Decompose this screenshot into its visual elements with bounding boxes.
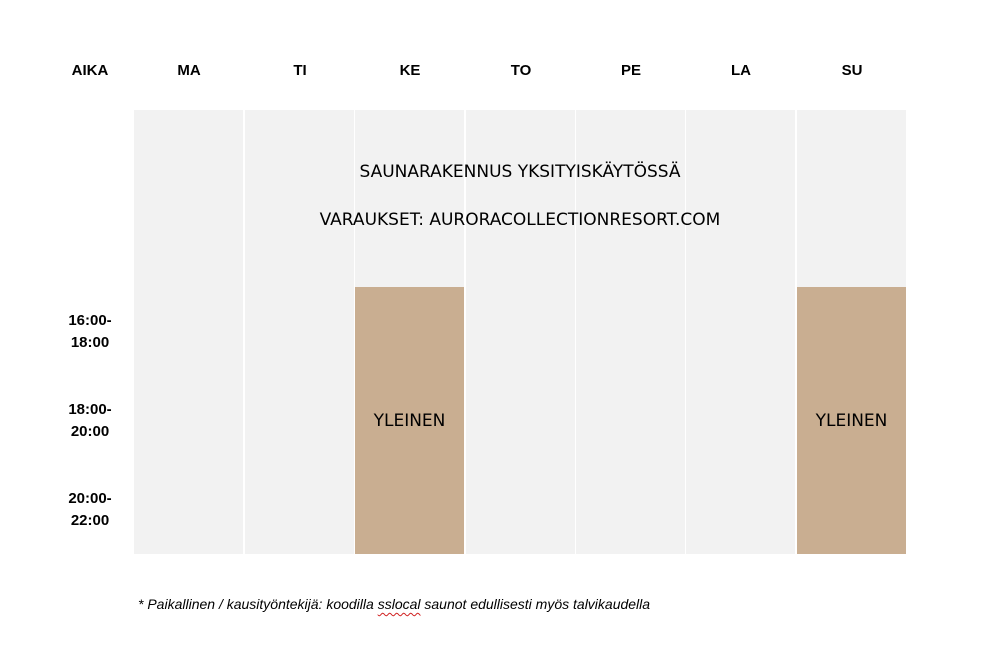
day-header-ke: KE	[399, 62, 421, 79]
notice-reservations: VARAUKSET: AURORACOLLECTIONRESORT.COM	[319, 210, 721, 230]
time-slot-3	[40, 488, 140, 532]
footnote	[138, 596, 650, 612]
day-header-la: LA	[731, 62, 751, 79]
time-slot-1	[40, 310, 140, 354]
booking-label: YLEINEN	[373, 411, 446, 431]
day-header-to: TO	[510, 62, 532, 79]
notice-private-use: SAUNARAKENNUS YKSITYISKÄYTÖSSÄ	[359, 162, 681, 182]
booking-ke	[355, 287, 464, 554]
booking-su	[797, 287, 906, 554]
time-slot-start: 16:00-	[68, 312, 112, 329]
day-header-ma: MA	[177, 62, 201, 79]
footnote-text-after: saunot edullisesti myös talvikaudella	[420, 596, 651, 612]
booking-label: YLEINEN	[815, 411, 888, 431]
time-slot-2	[40, 399, 140, 443]
discount-code: sslocal	[377, 596, 421, 612]
time-slot-start: 20:00-	[68, 490, 112, 507]
footnote-text-before: * Paikallinen / kausityöntekijä: koodilla	[138, 596, 378, 612]
time-slot-end: 18:00	[70, 334, 110, 351]
time-slot-end: 20:00	[70, 423, 110, 440]
header-time-label: AIKA	[71, 62, 109, 79]
day-header-pe: PE	[620, 62, 641, 79]
day-header-su: SU	[841, 62, 863, 79]
schedule-grid	[134, 110, 906, 554]
time-slot-end: 22:00	[70, 512, 110, 529]
time-slot-start: 18:00-	[68, 401, 112, 418]
day-header-ti: TI	[293, 62, 307, 79]
